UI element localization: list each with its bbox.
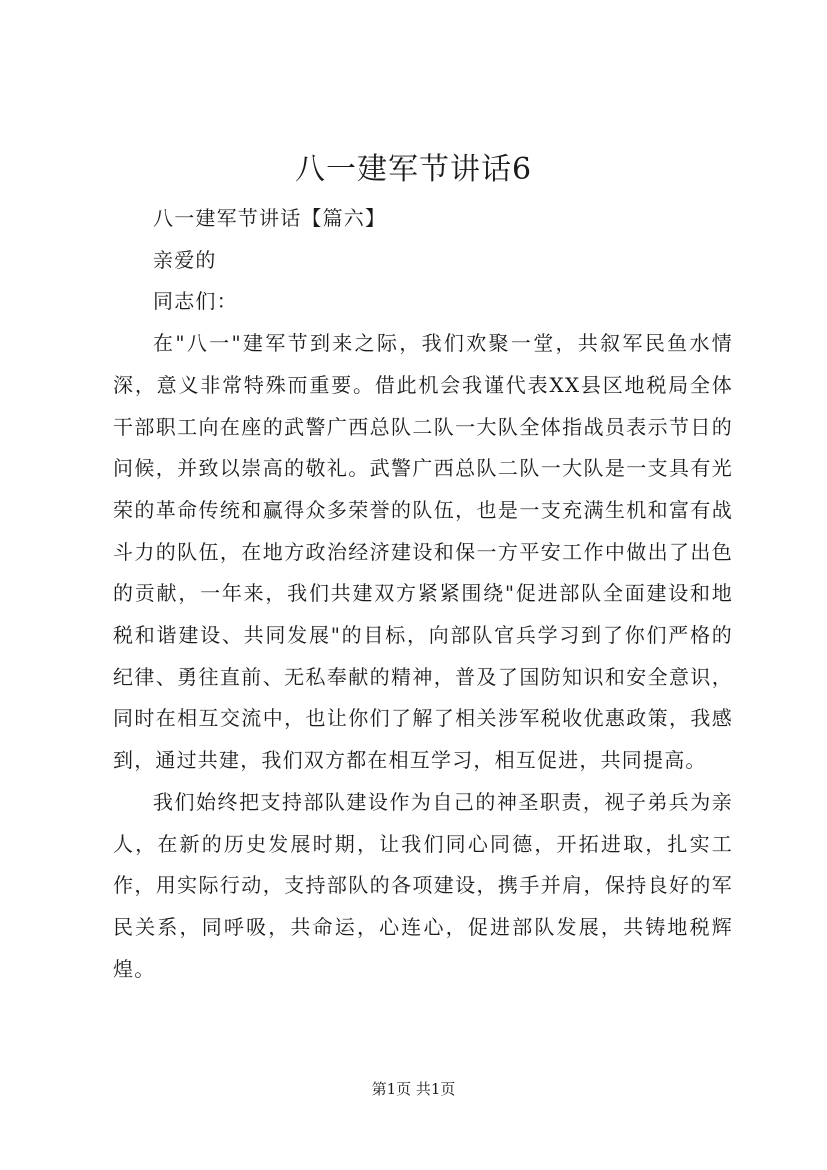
page-footer: 第1页 共1页 [371,1080,456,1098]
paragraph-body-2: 我们始终把支持部队建设作为自己的神圣职责，视子弟兵为亲人，在新的历史发展时期，让我们同心同德，开拓进取，扎实工作，用实际行动，支持部队的各项建设，携手并肩，保持良好的军民关系，同呼吸，共命运，心连心，促进部队发展，共铸地税辉煌。 [113,789,733,981]
paragraph-heading: 八一建军节讲话【篇六】 [153,206,387,230]
paragraph-salutation-2: 同志们： [153,289,238,314]
paragraph-salutation-1: 亲爱的 [153,247,217,272]
paragraph-body-1: 在"八一"建军节到来之际，我们欢聚一堂，共叙军民鱼水情深，意义非常特殊而重要。借此机会我谨代表XX县区地税局全体干部职工向在座的武警广西总队二队一大队全体指战员表示节日的问候，并致以崇高的敬礼。武警广西总队二队一大队是一支具有光荣的革命传统和赢得众多荣誉的队伍，也是一支充满生机和富有战斗力的队伍，在地方政治经济建设和保一方平安工作中做出了出色的贡献，一年来，我们共建双方紧紧围绕"促进部队全面建设和地税和谐建设、共同发展"的目标，向部队官兵学习到了你们严格的纪律、勇往直前、无私奉献的精神，普及了国防知识和安全意识，同时在相互交流中，也让你们了解了相关涉军税收优惠政策，我感到，通过共建，我们双方都在相互学习，相互促进，共同提高。 [113,331,733,773]
document-body [113,198,733,990]
document-title: 八一建军节讲话6 [294,152,533,187]
